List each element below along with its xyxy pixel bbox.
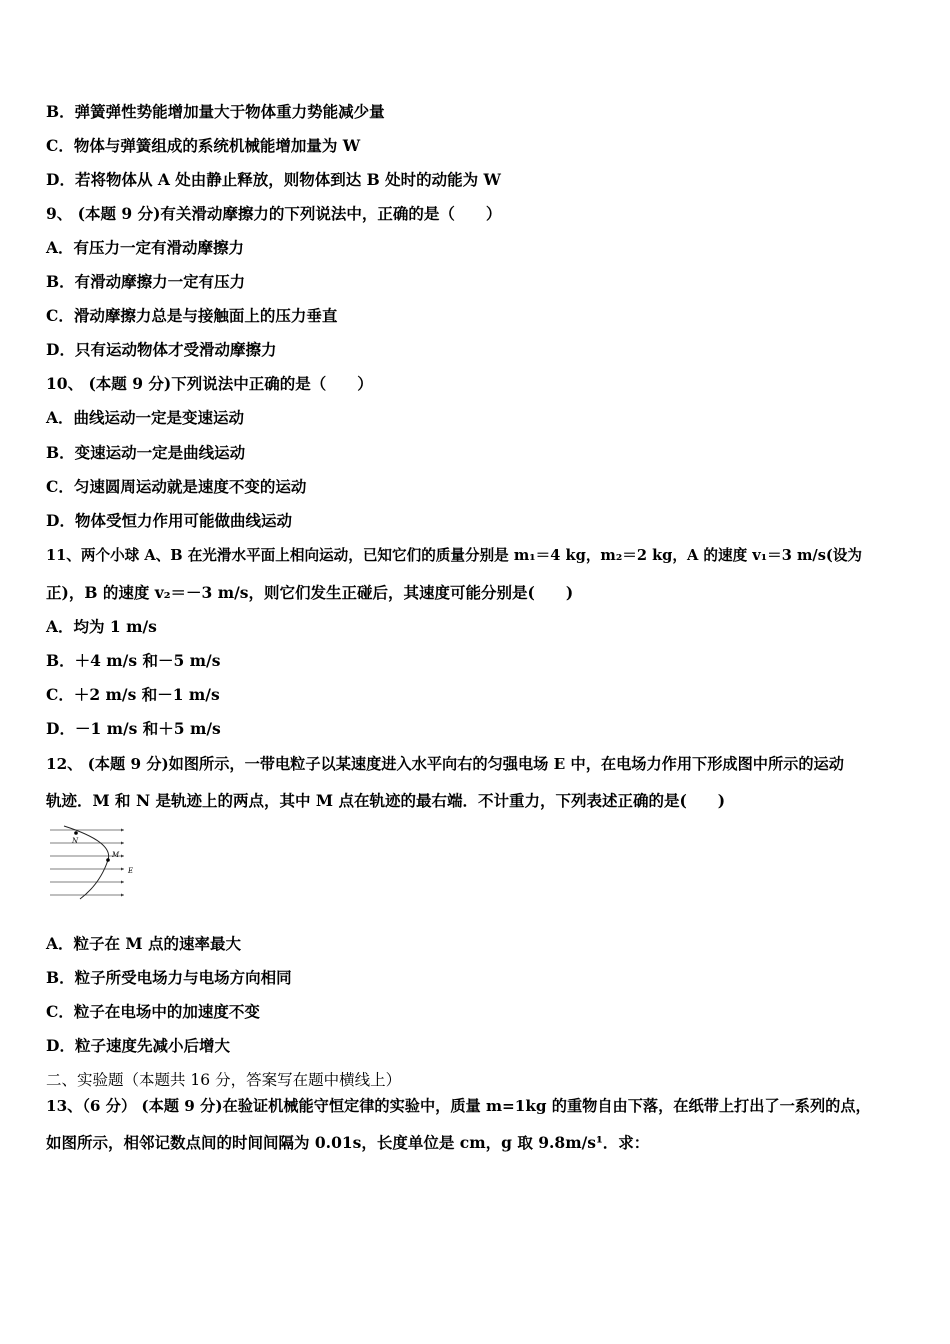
q12-stem-line1: 12、 (本题 9 分)如图所示，一带电粒子以某速度进入水平向右的匀强电场 E 中，在电场力作用下形成图中所示的运动 (46, 755, 844, 773)
q11-option-b: B．＋4 m/s 和－5 m/s (46, 651, 221, 670)
q10-option-d: D．物体受恒力作用可能做曲线运动 (46, 511, 292, 530)
q10-option-a: A．曲线运动一定是变速运动 (46, 408, 245, 427)
q9-option-b: B．有滑动摩擦力一定有压力 (46, 272, 246, 291)
trajectory-curve (64, 826, 109, 899)
q12-option-d: D．粒子速度先减小后增大 (46, 1036, 230, 1055)
q9-option-c: C．滑动摩擦力总是与接触面上的压力垂直 (46, 306, 338, 325)
q8-option-d: D．若将物体从 A 处由静止释放，则物体到达 B 处时的动能为 W (46, 170, 501, 189)
electric-field-trajectory-figure (46, 824, 146, 900)
q11-stem-line1: 11、两个小球 A、B 在光滑水平面上相向运动，已知它们的质量分别是 m₁＝4 kg，m₂＝2 kg，A 的速度 v₁＝3 m/s(设为 (46, 547, 863, 564)
q9-stem: 9、 (本题 9 分)有关滑动摩擦力的下列说法中，正确的是（ ） (46, 204, 502, 223)
q11-option-d: D．－1 m/s 和＋5 m/s (46, 719, 221, 738)
q13-stem-line1: 13、（6 分） (本题 9 分)在验证机械能守恒定律的实验中，质量 m=1kg 的重物自由下落，在纸带上打出了一系列的点， (46, 1097, 871, 1115)
q12-option-b: B．粒子所受电场力与电场方向相同 (46, 968, 292, 987)
q9-option-a: A．有压力一定有滑动摩擦力 (46, 238, 245, 257)
q13-stem-line2: 如图所示，相邻记数点间的时间间隔为 0.01s，长度单位是 cm，g 取 9.8m/s¹．求： (46, 1133, 650, 1152)
label-n: N (72, 837, 79, 845)
point-n (74, 831, 78, 835)
label-e: E (128, 867, 134, 875)
point-m (106, 858, 110, 862)
field-lines (50, 830, 124, 895)
q11-option-a: A．均为 1 m/s (46, 617, 157, 636)
q12-stem-line2: 轨迹．M 和 N 是轨迹上的两点，其中 M 点在轨迹的最右端．不计重力，下列表述正确的是( ) (46, 791, 726, 810)
q12-option-c: C．粒子在电场中的加速度不变 (46, 1002, 260, 1021)
q12-option-a: A．粒子在 M 点的速率最大 (46, 934, 241, 953)
q8-option-b: B．弹簧弹性势能增加量大于物体重力势能减少量 (46, 102, 385, 121)
q8-option-c: C．物体与弹簧组成的系统机械能增加量为 W (46, 136, 361, 155)
q11-option-c: C．＋2 m/s 和－1 m/s (46, 685, 220, 704)
q10-option-b: B．变速运动一定是曲线运动 (46, 443, 246, 462)
q10-option-c: C．匀速圆周运动就是速度不变的运动 (46, 477, 307, 496)
q10-stem: 10、 (本题 9 分)下列说法中正确的是（ ） (46, 374, 373, 393)
label-m: M (112, 851, 120, 859)
section-heading: 二、实验题（本题共 16 分，答案写在题中横线上） (46, 1071, 402, 1089)
q9-option-d: D．只有运动物体才受滑动摩擦力 (46, 340, 277, 359)
q11-stem-line2: 正)，B 的速度 v₂＝－3 m/s，则它们发生正碰后，其速度可能分别是( ) (46, 583, 574, 602)
